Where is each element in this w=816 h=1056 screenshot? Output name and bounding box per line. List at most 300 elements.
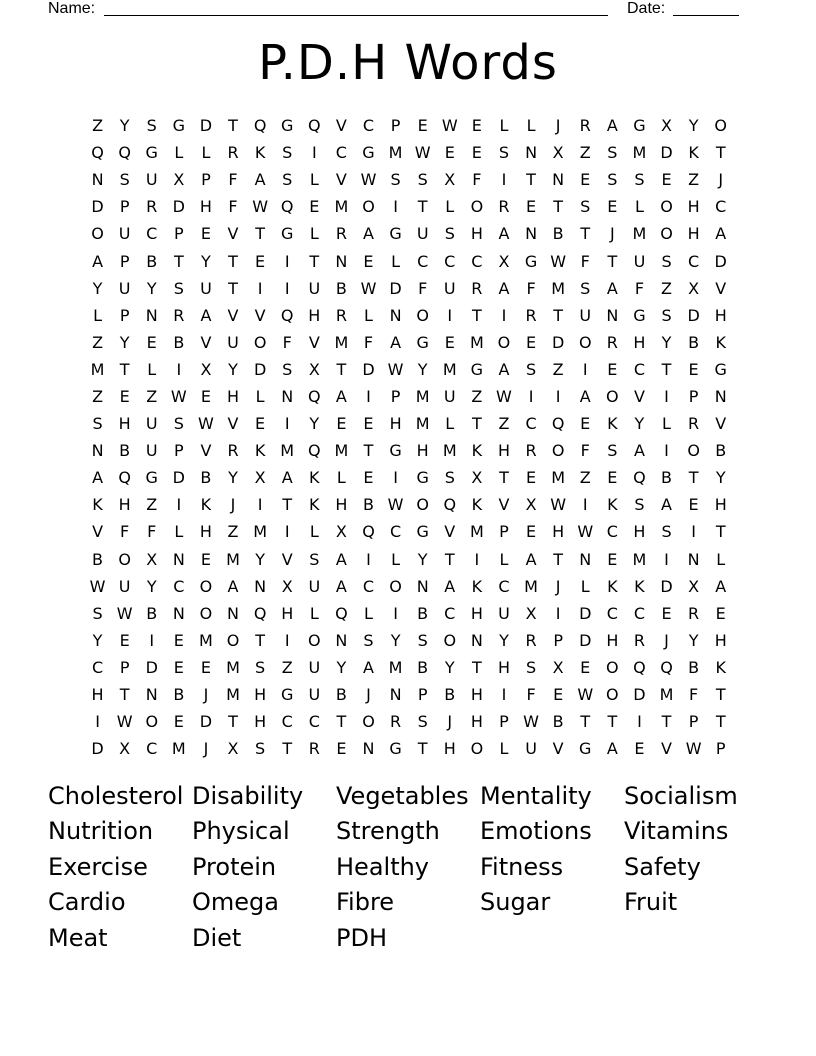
grid-letter[interactable]: Q — [253, 116, 267, 136]
grid-letter[interactable]: B — [362, 495, 374, 515]
grid-letter[interactable]: T — [715, 143, 726, 163]
grid-letter[interactable]: T — [228, 712, 238, 732]
grid-letter[interactable]: L — [336, 468, 346, 488]
grid-letter[interactable]: Y — [228, 359, 238, 379]
grid-letter[interactable]: H — [497, 657, 510, 677]
grid-letter[interactable]: C — [417, 251, 429, 271]
grid-letter[interactable]: M — [253, 522, 268, 542]
grid-letter[interactable]: T — [607, 251, 618, 271]
grid-letter[interactable]: T — [607, 712, 618, 732]
grid-letter[interactable]: H — [633, 522, 646, 542]
grid-letter[interactable]: R — [390, 712, 402, 732]
grid-letter[interactable]: R — [308, 739, 320, 759]
grid-letter[interactable]: C — [471, 251, 483, 271]
grid-letter[interactable]: I — [664, 386, 669, 406]
grid-letter[interactable]: F — [526, 685, 536, 705]
grid-letter[interactable]: O — [416, 305, 429, 325]
grid-letter[interactable]: M — [226, 685, 240, 705]
grid-letter[interactable]: I — [664, 549, 669, 569]
grid-letter[interactable]: T — [580, 224, 591, 244]
grid-letter[interactable]: L — [174, 522, 184, 542]
grid-letter[interactable]: U — [416, 224, 429, 244]
grid-letter[interactable]: U — [200, 278, 212, 298]
grid-letter[interactable]: L — [526, 116, 536, 136]
grid-letter[interactable]: P — [499, 712, 509, 732]
grid-letter[interactable]: H — [633, 332, 646, 352]
grid-letter[interactable]: E — [525, 197, 537, 217]
grid-letter[interactable]: D — [172, 468, 185, 488]
grid-letter[interactable]: V — [200, 332, 212, 352]
grid-letter[interactable]: A — [335, 549, 347, 569]
grid-letter[interactable]: A — [92, 251, 104, 271]
grid-letter[interactable]: E — [309, 197, 320, 217]
grid-letter[interactable]: R — [335, 224, 347, 244]
grid-letter[interactable]: A — [715, 576, 727, 596]
grid-letter[interactable]: D — [389, 278, 402, 298]
grid-letter[interactable]: G — [579, 739, 592, 759]
grid-letter[interactable]: S — [417, 630, 428, 650]
grid-letter[interactable]: Y — [336, 657, 347, 677]
grid-letter[interactable]: O — [660, 197, 673, 217]
grid-letter[interactable]: R — [471, 278, 483, 298]
grid-letter[interactable]: L — [445, 197, 455, 217]
grid-letter[interactable]: R — [146, 197, 158, 217]
grid-letter[interactable]: K — [715, 332, 726, 352]
grid-letter[interactable]: U — [308, 278, 321, 298]
grid-letter[interactable]: O — [362, 712, 375, 732]
grid-letter[interactable]: N — [335, 251, 348, 271]
grid-letter[interactable]: S — [92, 414, 103, 434]
grid-letter[interactable]: Q — [91, 143, 104, 163]
grid-letter[interactable]: M — [442, 441, 457, 461]
grid-letter[interactable]: X — [661, 116, 672, 136]
grid-letter[interactable]: N — [227, 603, 239, 623]
grid-letter[interactable]: X — [227, 739, 239, 759]
grid-letter[interactable]: A — [227, 576, 239, 596]
grid-letter[interactable]: E — [607, 468, 618, 488]
grid-letter[interactable]: E — [363, 468, 374, 488]
grid-letter[interactable]: V — [227, 305, 239, 325]
grid-letter[interactable]: N — [172, 549, 185, 569]
grid-letter[interactable]: S — [173, 278, 184, 298]
grid-letter[interactable]: K — [688, 143, 699, 163]
grid-letter[interactable]: J — [447, 712, 453, 732]
grid-letter[interactable]: D — [253, 359, 267, 379]
grid-letter[interactable]: S — [661, 305, 672, 325]
grid-letter[interactable]: E — [363, 251, 374, 271]
grid-letter[interactable]: E — [119, 386, 130, 406]
grid-letter[interactable]: G — [362, 143, 375, 163]
grid-letter[interactable]: T — [173, 251, 184, 271]
grid-letter[interactable]: Q — [551, 414, 565, 434]
grid-letter[interactable]: U — [443, 386, 456, 406]
grid-letter[interactable]: Y — [634, 414, 645, 434]
grid-letter[interactable]: J — [718, 170, 724, 190]
grid-letter[interactable]: V — [498, 495, 510, 515]
grid-letter[interactable]: L — [499, 116, 509, 136]
grid-letter[interactable]: X — [200, 359, 212, 379]
grid-letter[interactable]: O — [660, 224, 673, 244]
grid-letter[interactable]: S — [255, 739, 266, 759]
grid-letter[interactable]: E — [200, 657, 211, 677]
grid-letter[interactable]: D — [551, 332, 565, 352]
grid-letter[interactable]: S — [498, 143, 510, 163]
grid-letter[interactable]: T — [228, 116, 238, 136]
grid-letter[interactable]: I — [176, 495, 182, 515]
date-line[interactable] — [673, 15, 739, 16]
grid-letter[interactable]: R — [579, 116, 591, 136]
grid-letter[interactable]: T — [282, 739, 293, 759]
grid-letter[interactable]: S — [634, 170, 645, 190]
grid-letter[interactable]: A — [633, 441, 645, 461]
grid-letter[interactable]: S — [580, 278, 591, 298]
grid-letter[interactable]: V — [661, 739, 672, 759]
grid-letter[interactable]: K — [309, 495, 320, 515]
grid-letter[interactable]: E — [146, 332, 157, 352]
grid-letter[interactable]: V — [254, 305, 266, 325]
grid-letter[interactable]: S — [525, 359, 537, 379]
grid-letter[interactable]: I — [311, 143, 317, 163]
grid-letter[interactable]: I — [528, 386, 534, 406]
grid-letter[interactable]: L — [445, 414, 455, 434]
grid-letter[interactable]: T — [715, 685, 726, 705]
grid-letter[interactable]: E — [580, 170, 591, 190]
grid-letter[interactable]: M — [632, 224, 647, 244]
grid-letter[interactable]: C — [146, 739, 158, 759]
grid-letter[interactable]: L — [634, 197, 644, 217]
name-line[interactable] — [104, 15, 608, 16]
grid-letter[interactable]: I — [501, 305, 507, 325]
grid-letter[interactable]: G — [281, 224, 294, 244]
grid-letter[interactable]: E — [200, 386, 211, 406]
grid-letter[interactable]: C — [146, 224, 158, 244]
grid-letter[interactable]: F — [228, 170, 238, 190]
grid-letter[interactable]: S — [282, 170, 293, 190]
grid-letter[interactable]: Z — [92, 332, 104, 352]
grid-letter[interactable]: Y — [499, 630, 509, 650]
grid-letter[interactable]: I — [447, 305, 453, 325]
grid-letter[interactable]: G — [389, 441, 402, 461]
grid-letter[interactable]: W — [198, 414, 214, 434]
grid-letter[interactable]: T — [119, 359, 130, 379]
grid-letter[interactable]: E — [444, 332, 455, 352]
grid-letter[interactable]: I — [284, 414, 290, 434]
grid-letter[interactable]: Y — [444, 657, 455, 677]
grid-letter[interactable]: O — [226, 630, 240, 650]
grid-letter[interactable]: K — [471, 495, 483, 515]
grid-letter[interactable]: Y — [309, 414, 320, 434]
grid-letter[interactable]: D — [199, 712, 213, 732]
grid-letter[interactable]: E — [336, 414, 347, 434]
grid-letter[interactable]: C — [633, 359, 645, 379]
grid-letter[interactable]: I — [501, 170, 507, 190]
grid-letter[interactable]: G — [145, 143, 158, 163]
grid-letter[interactable]: I — [691, 522, 696, 542]
grid-letter[interactable]: T — [228, 251, 238, 271]
grid-letter[interactable]: F — [526, 278, 536, 298]
grid-letter[interactable]: R — [525, 441, 537, 461]
grid-letter[interactable]: N — [470, 630, 483, 650]
grid-letter[interactable]: T — [255, 630, 265, 650]
grid-letter[interactable]: E — [471, 116, 482, 136]
grid-letter[interactable]: W — [170, 386, 187, 406]
grid-letter[interactable]: B — [661, 468, 672, 488]
grid-letter[interactable]: N — [389, 305, 402, 325]
grid-letter[interactable]: N — [91, 441, 104, 461]
grid-letter[interactable]: N — [579, 549, 592, 569]
grid-letter[interactable]: I — [366, 549, 371, 569]
grid-letter[interactable]: N — [145, 685, 158, 705]
grid-letter[interactable]: Q — [633, 468, 646, 488]
grid-letter[interactable]: R — [525, 630, 537, 650]
grid-letter[interactable]: L — [309, 224, 319, 244]
grid-letter[interactable]: K — [200, 495, 212, 515]
grid-letter[interactable]: Y — [390, 630, 401, 650]
grid-letter[interactable]: F — [147, 522, 157, 542]
grid-letter[interactable]: L — [364, 305, 373, 325]
grid-letter[interactable]: A — [335, 386, 347, 406]
grid-letter[interactable]: T — [661, 359, 672, 379]
grid-letter[interactable]: O — [606, 386, 619, 406]
grid-letter[interactable]: P — [119, 657, 130, 677]
grid-letter[interactable]: D — [172, 197, 185, 217]
grid-letter[interactable]: U — [579, 305, 592, 325]
grid-letter[interactable]: L — [662, 414, 671, 434]
grid-letter[interactable]: E — [173, 712, 184, 732]
grid-letter[interactable]: M — [469, 332, 484, 352]
grid-letter[interactable]: Q — [280, 197, 294, 217]
grid-letter[interactable]: B — [173, 332, 185, 352]
grid-letter[interactable]: H — [389, 414, 402, 434]
grid-letter[interactable]: T — [661, 712, 672, 732]
grid-letter[interactable]: Y — [715, 468, 726, 488]
grid-letter[interactable]: N — [714, 386, 727, 406]
grid-letter[interactable]: J — [366, 685, 371, 705]
grid-letter[interactable]: Y — [146, 576, 157, 596]
grid-letter[interactable]: F — [418, 278, 428, 298]
grid-letter[interactable]: L — [391, 549, 401, 569]
grid-letter[interactable]: E — [255, 251, 266, 271]
grid-letter[interactable]: V — [444, 522, 456, 542]
grid-letter[interactable]: T — [553, 305, 564, 325]
grid-letter[interactable]: W — [685, 739, 702, 759]
grid-letter[interactable]: D — [660, 143, 673, 163]
grid-letter[interactable]: U — [145, 170, 158, 190]
grid-letter[interactable]: A — [335, 576, 347, 596]
grid-letter[interactable]: B — [552, 712, 564, 732]
grid-letter[interactable]: X — [525, 495, 537, 515]
grid-letter[interactable]: L — [499, 549, 509, 569]
grid-letter[interactable]: C — [606, 522, 618, 542]
grid-letter[interactable]: O — [578, 332, 592, 352]
grid-letter[interactable]: P — [688, 386, 699, 406]
grid-letter[interactable]: Q — [118, 143, 131, 163]
grid-letter[interactable]: K — [607, 414, 618, 434]
grid-letter[interactable]: Y — [92, 278, 103, 298]
grid-letter[interactable]: K — [607, 495, 618, 515]
grid-letter[interactable]: P — [119, 197, 130, 217]
grid-letter[interactable]: L — [499, 739, 509, 759]
grid-letter[interactable]: B — [444, 685, 456, 705]
grid-letter[interactable]: N — [606, 305, 619, 325]
grid-letter[interactable]: K — [92, 495, 103, 515]
grid-letter[interactable]: S — [173, 414, 184, 434]
grid-letter[interactable]: T — [715, 712, 726, 732]
grid-letter[interactable]: S — [255, 657, 266, 677]
grid-letter[interactable]: F — [228, 197, 238, 217]
grid-letter[interactable]: Z — [146, 495, 158, 515]
grid-letter[interactable]: N — [145, 305, 158, 325]
grid-letter[interactable]: T — [282, 495, 293, 515]
grid-letter[interactable]: W — [550, 251, 567, 271]
grid-letter[interactable]: J — [230, 495, 236, 515]
grid-letter[interactable]: S — [525, 657, 537, 677]
grid-letter[interactable]: N — [389, 685, 402, 705]
grid-letter[interactable]: E — [715, 603, 726, 623]
grid-letter[interactable]: T — [526, 170, 536, 190]
grid-letter[interactable]: E — [525, 332, 537, 352]
grid-letter[interactable]: I — [393, 603, 398, 623]
grid-letter[interactable]: E — [255, 414, 266, 434]
grid-letter[interactable]: X — [688, 576, 700, 596]
grid-letter[interactable]: A — [92, 468, 104, 488]
grid-letter[interactable]: G — [633, 116, 646, 136]
grid-letter[interactable]: N — [687, 549, 700, 569]
grid-letter[interactable]: X — [173, 170, 185, 190]
grid-letter[interactable]: D — [687, 305, 700, 325]
grid-letter[interactable]: Q — [660, 657, 673, 677]
grid-letter[interactable]: N — [91, 170, 104, 190]
grid-letter[interactable]: D — [579, 603, 592, 623]
grid-letter[interactable]: N — [362, 739, 375, 759]
grid-letter[interactable]: H — [335, 495, 348, 515]
grid-letter[interactable]: T — [688, 468, 699, 488]
grid-letter[interactable]: Z — [92, 386, 104, 406]
grid-letter[interactable]: W — [116, 712, 133, 732]
grid-letter[interactable]: Y — [228, 468, 238, 488]
grid-letter[interactable]: R — [688, 414, 700, 434]
grid-letter[interactable]: W — [387, 359, 404, 379]
grid-letter[interactable]: C — [498, 576, 510, 596]
grid-letter[interactable]: U — [308, 576, 321, 596]
grid-letter[interactable]: W — [577, 522, 594, 542]
grid-letter[interactable]: Q — [308, 386, 321, 406]
grid-letter[interactable]: L — [309, 170, 319, 190]
grid-letter[interactable]: Y — [255, 549, 265, 569]
grid-letter[interactable]: V — [200, 441, 212, 461]
grid-letter[interactable]: S — [92, 603, 103, 623]
grid-letter[interactable]: F — [120, 522, 130, 542]
grid-letter[interactable]: Q — [362, 522, 375, 542]
grid-letter[interactable]: B — [146, 603, 158, 623]
grid-letter[interactable]: H — [714, 495, 727, 515]
grid-letter[interactable]: V — [552, 739, 564, 759]
grid-letter[interactable]: C — [633, 603, 645, 623]
grid-letter[interactable]: P — [417, 685, 428, 705]
grid-letter[interactable]: I — [664, 441, 669, 461]
grid-letter[interactable]: U — [118, 278, 131, 298]
grid-letter[interactable]: J — [203, 739, 209, 759]
grid-letter[interactable]: E — [661, 603, 672, 623]
grid-letter[interactable]: V — [715, 278, 727, 298]
grid-letter[interactable]: U — [118, 576, 131, 596]
grid-letter[interactable]: S — [282, 359, 293, 379]
grid-letter[interactable]: J — [203, 685, 209, 705]
grid-letter[interactable]: Y — [119, 332, 130, 352]
grid-letter[interactable]: P — [715, 739, 726, 759]
grid-letter[interactable]: G — [389, 739, 402, 759]
grid-letter[interactable]: H — [714, 305, 727, 325]
grid-letter[interactable]: A — [579, 386, 591, 406]
grid-letter[interactable]: Z — [688, 170, 700, 190]
grid-letter[interactable]: G — [470, 359, 484, 379]
grid-letter[interactable]: K — [254, 441, 266, 461]
grid-letter[interactable]: M — [334, 332, 349, 352]
grid-letter[interactable]: T — [363, 441, 374, 461]
grid-letter[interactable]: I — [257, 278, 263, 298]
grid-letter[interactable]: L — [716, 549, 726, 569]
grid-letter[interactable]: R — [227, 441, 239, 461]
grid-letter[interactable]: U — [308, 657, 321, 677]
grid-letter[interactable]: Q — [335, 603, 348, 623]
grid-letter[interactable]: X — [552, 657, 564, 677]
grid-letter[interactable]: P — [553, 630, 563, 650]
grid-letter[interactable]: T — [228, 278, 238, 298]
grid-letter[interactable]: C — [525, 414, 537, 434]
grid-letter[interactable]: N — [552, 170, 565, 190]
grid-letter[interactable]: G — [524, 251, 538, 271]
grid-letter[interactable]: R — [633, 630, 645, 650]
grid-letter[interactable]: H — [443, 739, 456, 759]
grid-letter[interactable]: P — [688, 712, 699, 732]
grid-letter[interactable]: J — [555, 576, 561, 596]
grid-letter[interactable]: V — [227, 224, 239, 244]
grid-letter[interactable]: W — [360, 278, 377, 298]
grid-letter[interactable]: Z — [471, 386, 483, 406]
grid-letter[interactable]: C — [335, 143, 347, 163]
grid-letter[interactable]: E — [525, 522, 537, 542]
grid-letter[interactable]: J — [609, 224, 615, 244]
grid-letter[interactable]: H — [254, 712, 267, 732]
grid-letter[interactable]: C — [444, 251, 456, 271]
grid-letter[interactable]: H — [497, 441, 510, 461]
grid-letter[interactable]: M — [334, 197, 349, 217]
grid-letter[interactable]: A — [661, 495, 672, 515]
grid-letter[interactable]: Q — [308, 116, 321, 136]
grid-letter[interactable]: E — [661, 170, 672, 190]
grid-letter[interactable]: S — [607, 441, 618, 461]
grid-letter[interactable]: Q — [253, 603, 267, 623]
grid-letter[interactable]: Z — [498, 414, 510, 434]
grid-letter[interactable]: I — [555, 386, 561, 406]
grid-letter[interactable]: S — [363, 630, 374, 650]
grid-letter[interactable]: T — [309, 251, 320, 271]
grid-letter[interactable]: X — [254, 468, 266, 488]
grid-letter[interactable]: G — [416, 468, 429, 488]
grid-letter[interactable]: T — [255, 224, 265, 244]
grid-letter[interactable]: O — [308, 630, 321, 650]
grid-letter[interactable]: A — [498, 359, 510, 379]
grid-letter[interactable]: D — [633, 685, 646, 705]
grid-letter[interactable]: I — [176, 359, 182, 379]
grid-letter[interactable]: Y — [688, 630, 699, 650]
grid-letter[interactable]: X — [498, 251, 510, 271]
grid-letter[interactable]: W — [550, 495, 567, 515]
grid-letter[interactable]: P — [201, 170, 211, 190]
grid-letter[interactable]: U — [633, 251, 646, 271]
grid-letter[interactable]: Y — [417, 359, 428, 379]
grid-letter[interactable]: A — [254, 170, 266, 190]
